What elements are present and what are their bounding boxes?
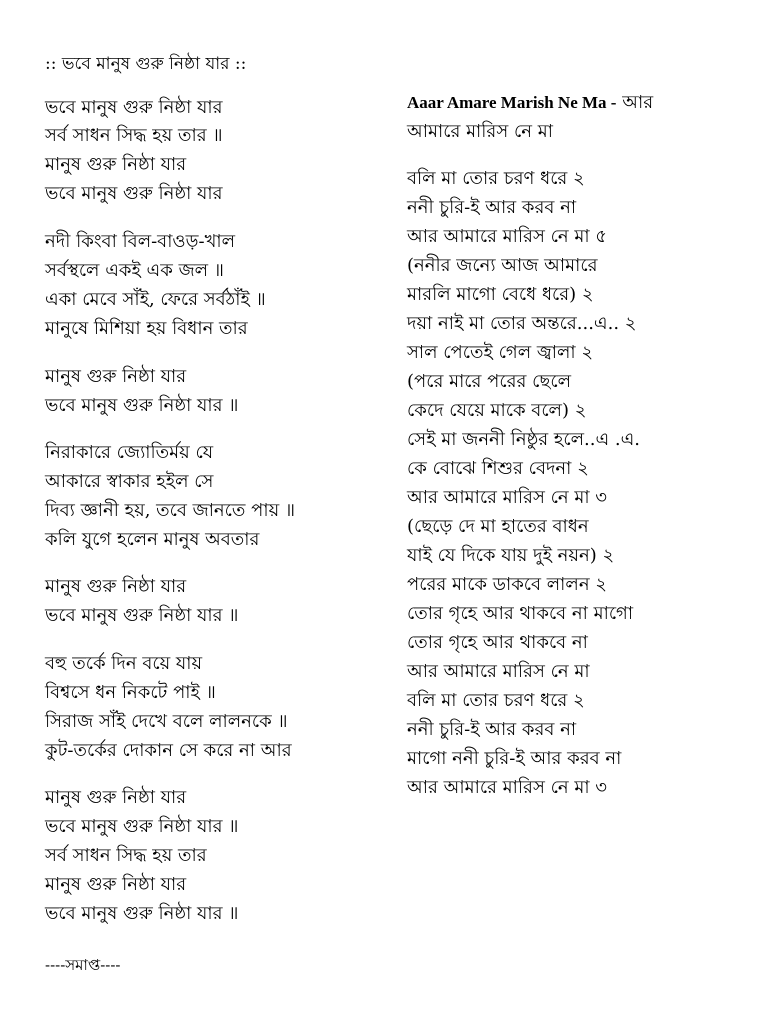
right-song-title [407, 90, 653, 116]
lyric-line: ভবে মানুষ গুরু নিষ্ঠা যার ॥ [45, 395, 239, 416]
lyric-line: মানুষে মিশিয়া হয় বিধান তার [45, 318, 248, 339]
lyric-line: নিরাকারে জ্যোতির্ময় যে [45, 442, 214, 463]
lyric-line: সর্বস্থলে একই এক জল ॥ [45, 260, 224, 281]
lyric-line: দয়া নাই মা তোর অন্তরে...এ.. ২ [407, 313, 637, 334]
lyric-line: সিরাজ সাঁই দেখে বলে লালনকে ॥ [45, 711, 288, 732]
lyric-line: পরের মাকে ডাকবে লালন ২ [407, 574, 607, 595]
left-song-title: :: ভবে মানুষ গুরু নিষ্ঠা যার :: [45, 54, 247, 74]
lyric-line: ননী চুরি-ই আর করব না [407, 197, 577, 218]
lyric-line: (পরে মারে পরের ছেলে [407, 371, 571, 392]
lyric-line: ননী চুরি-ই আর করব না [407, 719, 577, 740]
lyric-line: বলি মা তোর চরণ ধরে ২ [407, 690, 585, 711]
lyric-line: সেই মা জননী নিষ্ঠুর হলে..এ .এ. [407, 429, 641, 450]
lyric-line: (ননীর জন্যে আজ আমারে [407, 255, 598, 276]
lyric-line: বলি মা তোর চরণ ধরে ২ [407, 168, 585, 189]
lyric-line: সর্ব সাধন সিদ্ধ হয় তার ॥ [45, 125, 223, 146]
lyric-line: কুট-তর্কের দোকান সে করে না আর [45, 740, 292, 761]
song-title-english: Aaar Amare Marish Ne Ma - [407, 93, 617, 112]
lyric-line: মানুষ গুরু নিষ্ঠা যার [45, 576, 187, 597]
lyric-line: দিব্য জ্ঞানী হয়, তবে জানতে পায় ॥ [45, 500, 296, 521]
lyric-line: মানুষ গুরু নিষ্ঠা যার [45, 366, 187, 387]
lyric-line: কেদে যেয়ে মাকে বলে) ২ [407, 400, 587, 421]
lyric-line: যাই যে দিকে যায় দুই নয়ন) ২ [407, 545, 615, 566]
lyric-line: ভবে মানুষ গুরু নিষ্ঠা যার [45, 183, 223, 204]
lyric-line: আর আমারে মারিস নে মা [407, 661, 590, 682]
lyric-line: বহু তর্কে দিন বয়ে যায় [45, 653, 203, 674]
lyric-line: ভবে মানুষ গুরু নিষ্ঠা যার ॥ [45, 605, 239, 626]
lyric-line: (ছেড়ে দে মা হাতের বাধন [407, 516, 589, 537]
lyric-line: আর আমারে মারিস নে মা ৩ [407, 777, 607, 798]
lyric-line: মানুষ গুরু নিষ্ঠা যার [45, 154, 187, 175]
lyric-line: নদী কিংবা বিল-বাওড়-খাল [45, 231, 236, 252]
lyric-line: কলি যুগে হলেন মানুষ অবতার [45, 529, 260, 550]
lyric-line: ভবে মানুষ গুরু নিষ্ঠা যার ॥ [45, 816, 239, 837]
lyric-line: কে বোঝে শিশুর বেদনা ২ [407, 458, 589, 479]
lyric-line: ভবে মানুষ গুরু নিষ্ঠা যার [45, 97, 223, 118]
lyric-line: মানুষ গুরু নিষ্ঠা যার [45, 787, 187, 808]
lyric-line: সর্ব সাধন সিদ্ধ হয় তার [45, 845, 207, 866]
lyric-line: সাল পেতেই গেল জ্বালা ২ [407, 342, 594, 363]
lyric-line: বিশ্বসে ধন নিকটে পাই ॥ [45, 682, 216, 703]
lyric-line: একা মেবে সাঁই, ফেরে সর্বঠাঁই ॥ [45, 289, 266, 310]
lyric-line: আর আমারে মারিস নে মা ৩ [407, 487, 607, 508]
lyric-line: আর আমারে মারিস নে মা ৫ [407, 226, 607, 247]
lyric-line: মানুষ গুরু নিষ্ঠা যার [45, 874, 187, 895]
end-marker: ----সমাপ্ত---- [45, 956, 121, 974]
song-title-bengali-start: আর [622, 92, 654, 113]
lyric-line: আকারে স্বাকার হইল সে [45, 471, 214, 492]
lyric-line: মারলি মাগো বেধে ধরে) ২ [407, 284, 594, 305]
song-title-bengali-rest: আমারে মারিস নে মা [407, 121, 553, 142]
lyric-line: তোর গৃহে আর থাকবে না [407, 632, 588, 653]
lyric-line: তোর গৃহে আর থাকবে না মাগো [407, 603, 634, 624]
lyric-line: ভবে মানুষ গুরু নিষ্ঠা যার ॥ [45, 903, 239, 924]
lyric-line: মাগো ননী চুরি-ই আর করব না [407, 748, 622, 769]
